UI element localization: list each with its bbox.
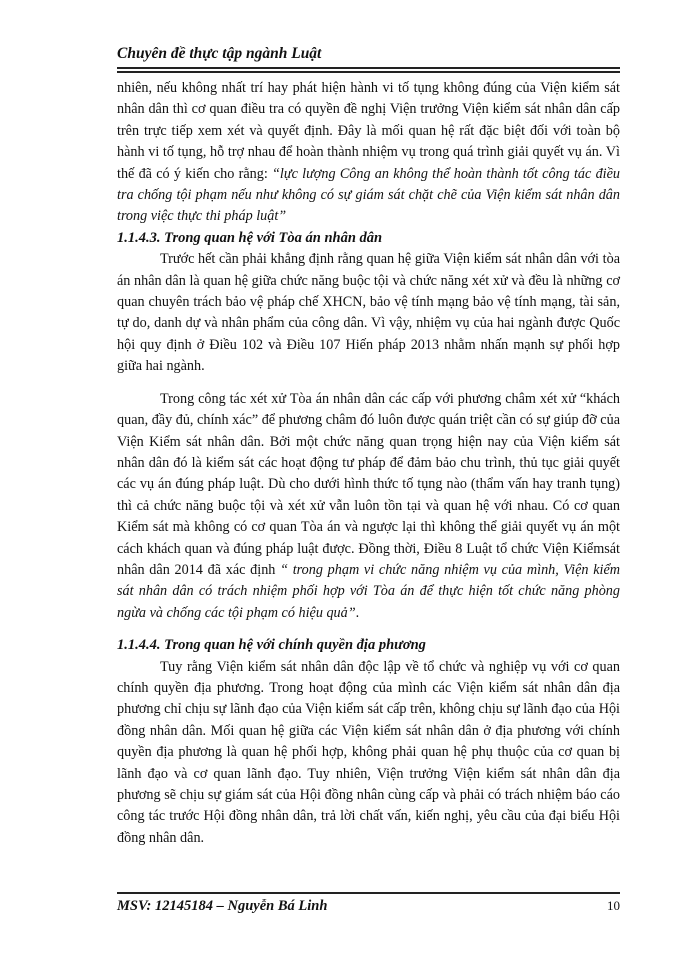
page-footer — [117, 892, 620, 915]
paragraph-4: Tuy rằng Viện kiểm sát nhân dân độc lập về tổ chức và nghiệp vụ với cơ quan chính quyền địa phương. Trong hoạt động của mình các Viện kiểm sát nhân dân địa phương chỉ chịu sự lãnh đạo của Viện kiểm sát cấp trên, không chịu sự lãnh đạo của Hội đồng nhân dân. Mối quan hệ giữa các Viện kiểm sát nhân dân ở địa phương với chính quyền địa phương là quan hệ phối hợp, không phải quan hệ phụ thuộc của cơ quan bị lãnh đạo và cơ quan lãnh đạo. Tuy nhiên, Viện trưởng Viện kiểm sát nhân dân địa phương sẽ chịu sự giám sát của Hội đồng nhân cùng cấp và phải có trách nhiệm báo cáo công tác trước Hội đồng nhân dân, trả lời chất vấn, kiến nghị, yêu cầu của đại biểu Hội đồng nhân dân. — [117, 658, 620, 846]
document-body — [117, 78, 620, 849]
paragraph-3 — [117, 389, 620, 624]
header-rule-top — [117, 67, 620, 69]
paragraph-3-text: Trong công tác xét xử Tòa án nhân dân các cấp với phương châm xét xử “khách quan, đầy đủ, chính xác” để phương châm đó luôn được quán triệt cần có sự giúp đỡ của Viện Kiểm sát nhân dân. Bởi một chức năng quan trọng hiện nay của Viện kiểm sát nhân dân đó là kiểm sát các hoạt động tư pháp để đảm bảo chu trình, thủ tục giải quyết các vụ án đúng pháp luật. Dù cho dưới hình thức tố tụng nào (thẩm vấn hay tranh tụng) thì cả chức năng buộc tội và xét xử vẫn luôn tồn tại và quan hệ với nhau. Có cơ quan Kiểm sát mà không có cơ quan Tòa án và ngược lại thì không thể giải quyết vụ án một cách khách quan và đúng pháp luật được. Đồng thời, Điều 8 Luật tổ chức Viện Kiểmsát nhân dân 2014 đã xác định — [117, 390, 620, 578]
footer-text-row — [117, 898, 620, 915]
paragraph-3-end: . — [355, 604, 360, 621]
paragraph-1 — [117, 78, 620, 228]
paragraph-3-quote: “ trong phạm vi chức năng nhiệm vụ của mình, Viện kiểm sát nhân dân có trách nhiệm phối hợp với Tòa án để thực hiện tốt chức năng phòng ngừa và chống các tội phạm có hiệu quả” — [117, 561, 620, 621]
paragraph-1-text: nhiên, nếu không nhất trí hay phát hiện hành vi tố tụng không đúng của Viện kiểm sát nhân dân thì cơ quan điều tra có quyền đề nghị Viện trưởng Viện kiểm sát nhân dân cấp trên trực tiếp xem xét và quyết định. Đây là mối quan hệ rất đặc biệt đối với toàn bộ hành vi tố tụng, hỗ trợ nhau để hoàn thành nhiệm vụ trong quá trình giải quyết vụ án. Vì thế đã có ý kiến cho rằng: — [117, 80, 620, 182]
footer-student-id: MSV: 12145184 – Nguyễn Bá Linh — [117, 897, 328, 914]
footer-rule — [117, 892, 620, 894]
section-heading-1-1-4-4: 1.1.4.4. Trong quan hệ với chính quyền địa phương — [117, 637, 426, 654]
section-heading-1-1-4-3: 1.1.4.3. Trong quan hệ với Tòa án nhân dân — [117, 229, 383, 246]
page-header — [117, 44, 620, 64]
paragraph-1-quote: “lực lượng Công an không thể hoàn thành tốt công tác điều tra chống tội phạm nếu như không có sự giám sát chặt chẽ của Viện kiểm sát nhân dân trong việc thực thi pháp luật” — [117, 165, 620, 225]
header-title: Chuyên đề thực tập ngành Luật — [117, 45, 322, 62]
paragraph-2: Trước hết cần phải khẳng định rằng quan hệ giữa Viện kiểm sát nhân dân với tòa án nhân dân là quan hệ giữa chức năng buộc tội và chức năng xét xử và đều là những cơ quan chuyên trách bảo vệ pháp chế XHCN, bảo vệ tính mạng bảo vệ tính mạng, tài sản, tự do, danh dự và nhân phẩm của công dân. Vì vậy, nhiệm vụ của hai ngành được Quốc hội quy định ở Điều 102 và Điều 107 Hiến pháp 2013 nhằm nhấn mạnh sự phối hợp giữa hai ngành. — [117, 251, 620, 375]
header-rule-bottom — [117, 71, 620, 73]
page-number: 10 — [607, 897, 620, 913]
